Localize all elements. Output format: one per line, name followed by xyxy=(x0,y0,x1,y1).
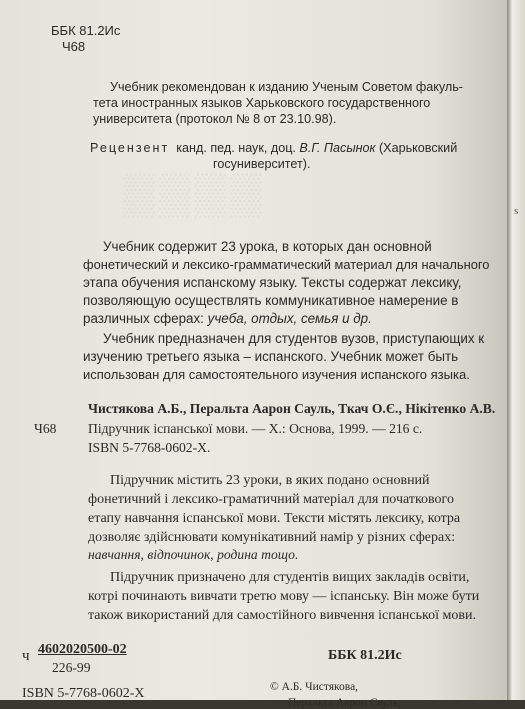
annotation-ua-line: фонетичний і лексико-граматичний матеріал для початкового xyxy=(88,492,454,507)
annotation-ua-line: також використаний для самостійного вивчення іспанської мови. xyxy=(88,608,476,623)
annotation-ru-line: Учебник предназначен для студентов вузов, приступающих к xyxy=(103,331,485,346)
annotation-ru-line xyxy=(83,310,372,328)
author-code-top: Ч68 xyxy=(62,39,86,54)
copyright-line: Перальта Аарон Сауль, xyxy=(288,697,402,709)
reviewer-name: В.Г. Пасынок xyxy=(299,141,376,155)
annotation-ru-line: использован для самостоятельного изучения испанского языка. xyxy=(83,367,470,382)
page-edge xyxy=(507,0,525,700)
footer-code-denominator: 226-99 xyxy=(52,660,91,675)
catalog-title: Підручник іспанської мови. — Х.: Основа, 1999. — 216 с. xyxy=(88,421,423,436)
annotation-ru-spheres: учеба, отдых, семья и др. xyxy=(207,311,372,326)
footer-bbk: ББК 81.2Ис xyxy=(328,648,402,663)
catalog-code: Ч68 xyxy=(34,421,57,436)
reviewer-label: Рецензент xyxy=(90,141,170,155)
recommendation-line: университета (протокол № 8 от 23.10.98). xyxy=(93,112,337,126)
annotation-ua-line: дозволяє здійснювати комунікативний намір у різних сферах: xyxy=(88,530,456,545)
annotation-ru-text: различных сферах: xyxy=(83,311,204,326)
annotation-ru-line: изучению третьего языка – испанского. Учебник может быть xyxy=(83,349,459,364)
annotation-ua-line: Підручник призначено для студентів вищих закладів освіти, xyxy=(110,570,470,585)
recommendation-line: Учебник рекомендован к изданию Ученым Советом факуль- xyxy=(110,80,463,94)
footer-code-numerator: 4602020500-02 xyxy=(38,642,127,657)
annotation-ua-line: етапу навчання іспанської мови. Тексти містять лексику, котра xyxy=(88,511,461,526)
annotation-ru-line: позволяющую осуществлять коммуникативное намерение в xyxy=(83,293,459,308)
reviewer-affiliation: (Харьковский xyxy=(378,141,458,155)
annotation-ru-line: этапа обучения испанскому языку. Тексты содержат лексику, xyxy=(83,275,462,290)
recommendation-line: тета иностранных языков Харьковского государственного xyxy=(93,96,431,110)
footer-isbn: ISBN 5-7768-0602-X xyxy=(22,686,145,701)
annotation-ru-line: Учебник содержит 23 урока, в которых дан основной xyxy=(103,239,432,254)
reviewer-degree: канд. пед. наук, доц. xyxy=(176,141,296,155)
annotation-ua-line: Підручник містить 23 уроки, в яких подано основний xyxy=(110,473,430,488)
footer-letter: ч xyxy=(22,648,30,664)
bbk-code-top: ББК 81.2Ис xyxy=(51,23,121,38)
show-through-text: ▒▒▒▒ xyxy=(123,171,266,216)
catalog-authors: Чистякова А.Б., Перальта Аарон Сауль, Ткач О.Є., Нікітенко А.В. xyxy=(88,401,496,416)
annotation-ua-spheres: навчання, відпочинок, родина тощо. xyxy=(88,547,299,562)
annotation-ru-line: фонетический и лексико-грамматический материал для начального xyxy=(83,257,490,272)
catalog-isbn: ISBN 5-7768-0602-X. xyxy=(88,440,211,455)
copyright-line: © А.Б. Чистякова, xyxy=(270,681,359,693)
edge-mark: s xyxy=(514,205,519,217)
annotation-ua-line: котрі починають вивчати третю мову — іспанську. Він може бути xyxy=(88,589,480,604)
reviewer-line-2: госуниверситет). xyxy=(213,157,311,171)
